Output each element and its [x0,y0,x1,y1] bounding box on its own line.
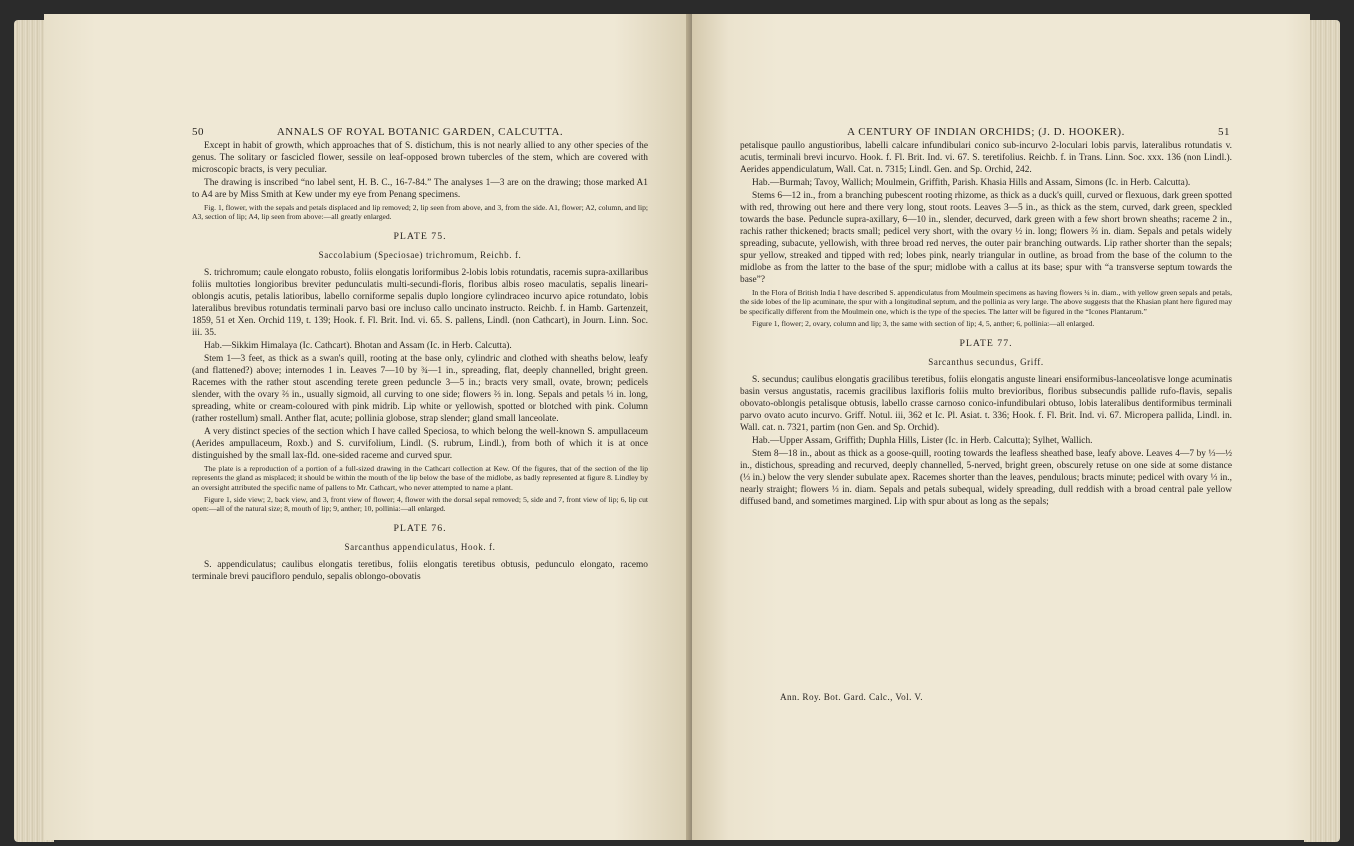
plate-75-latin-description: S. trichromum; caule elongato robusto, foliis elongatis loriformibus 2-lobis lobis rotundatis, racemis supra-axillaribus foliis multoties longioribus breviter pedunculatis multi-secundi-floris, floribus albis roseo maculatis, sepalis lineari-oblongis acutis, petalis latioribus, labello corniforme sepalis duplo longiore cylindraceo incurvo apice rotundato, lobis lateralibus brevibus rotundatis terminali parvo basi ore incluso callo uncinato instructo. Reichb. f. in Hamb. Gartenzeit, 1859, 51 et Xen. Orchid 119, t. 139; Hook. f. Fl. Brit. Ind. vi. 65. S. pallens, Lindl. (non Cathcart), in Journ. Linn. Soc. iii. 35. [192,267,648,338]
plate-75-distinct-species: A very distinct species of the section which I have called Speciosa, to which belong the well-known S. ampullaceum (Aerides ampullaceum, Roxb.) and S. curvifolium, Lindl. (S. rubrum, Lindl.), from both of which it is at once distinguished by the small lax-fld. one-sided raceme and curved spur. [192,426,648,461]
plate-76-latin-description: S. appendiculatus; caulibus elongatis teretibus, foliis elongatis teretibus obtusis, pedunculo elongato, racemo terminale brevi paucifloro pendulo, sepalis oblongo-obovatis [192,559,648,582]
right-page [692,14,1310,840]
page-footer: Ann. Roy. Bot. Gard. Calc., Vol. V. [780,692,923,702]
plate-76-heading: PLATE 76. [393,522,447,534]
plate-75-reproduction-note: The plate is a reproduction of a portion of a full-sized drawing in the Cathcart collection at Kew. Of the figures, that of the section of the lip represents the gland as misplaced; it should be within the mouth of the lip below the base of the midlobe, as badly represented at figure 8. Lindley by an oversight attributed the specific name of pallens to Mr. Cathcart, who never attempted to name a plant. [192,463,648,492]
left-page-content [192,140,648,584]
plate-75-figures: Figure 1, side view; 2, back view, and 3, front view of flower; 4, flower with the dorsal sepal removed; 5, side and 7, front view of lip; 6, lip cut open:—all of the natural size; 8, mouth of lip; 9, anther; 10, pollinia:—all enlarged. [192,495,648,514]
intro-paragraph: Except in habit of growth, which approaches that of S. distichum, this is not nearly allied to any other species of the genus. The solitary or fascicled flower, sessile on leaf-opposed brown tubercles of the stem, which are covered with microscopic bracts, is very peculiar. [192,141,648,175]
figure-note-74: Fig. 1, flower, with the sepals and petals displaced and lip removed; 2, lip seen from above, and 3, from the side. A1, flower; A2, column, and lip; A3, section of lip; A4, lip seen from above:—all greatly enlarged. [192,203,648,222]
plate-77-latin-description: S. secundus; caulibus elongatis gracilibus teretibus, foliis elongatis anguste lineari ensiformibus-lanceolatisve longe acuminatis basin versus angustatis, racemis gracilibus laxifloris foliis multo brevioribus, floribus subsecundis pallide rufo-flavis, sepalis obovato-oblongis petalisque obtusis, labello crasse carnoso conico-infundibulari obtuso, lobis lateralibus dentiformibus terminali parvo ovato acuto incurvo. Griff. Notul. iii, 362 et Ic. Pl. Asiat. t. 336; Hook. f. Fl. Brit. Ind. vi. 67. Micropera pallida, Lindl. in. Wall. cat. n. 7321, partim (non Gen. and Sp. Orchid). [740,374,1232,433]
plate-76-habitat: Hab.—Burmah; Tavoy, Wallich; Moulmein, Griffith, Parish. Khasia Hills and Assam, Simons (Ic. in Herb. Calcutta). [752,178,1191,188]
right-page-number: 51 [1218,126,1230,138]
plate-76-stem-description: Stems 6—12 in., from a branching pubescent rooting rhizome, as thick as a duck's quill, curved or flexuous, dark green spotted with red, throwing out here and there very long, stout roots. Leaves 3—5 in., as thick as the stem, curved, dark green, speckled towards the base. Peduncle supra-axillary, 6—10 in., slender, decurved, dark green with a few short brown sheaths; raceme 2 in., rachis rather thickened; bracts small; pedicel very short, with the ovary ½ in. long; flowers ⅔ in. diam. Sepals and petals widely spreading, subacute, yellowish, with three broad red nerves, the outer pair branching outwards. Lip rather shorter than the sepals; spur yellow, streaked and tipped with red; lobes pink, nearly triangular in outline, as broad from the base of the column to the midlobe as from the latter to the base of the spur; midlobe with a callus at its base; spur with “a transverse septum towards the base”? [740,191,1232,285]
right-page-content [740,140,1232,509]
left-page [44,14,692,840]
right-running-title: A CENTURY OF INDIAN ORCHIDS; (J. D. HOOKER). [847,126,1125,138]
plate-76-figures: Figure 1, flower; 2, ovary, column and lip; 3, the same with section of lip; 4, 5, anther; 6, pollinia:—all enlarged. [752,319,1095,329]
left-page-number: 50 [192,126,204,138]
drawing-paragraph: The drawing is inscribed “no label sent, H. B. C., 16-7-84.” The analyses 1—3 are on the drawing; those marked A1 to A4 are by Miss Smith at Kew under my eye from Penang specimens. [192,178,648,200]
left-running-title: ANNALS OF ROYAL BOTANIC GARDEN, CALCUTTA. [276,126,564,138]
plate-76-species: Sarcanthus appendiculatus, Hook. f. [344,541,496,552]
left-running-head [192,126,648,138]
plate-75-habitat: Hab.—Sikkim Himalaya (Ic. Cathcart). Bhotan and Assam (Ic. in Herb. Calcutta). [204,340,512,351]
plate-76-flora-note: In the Flora of British India I have described S. appendiculatus from Moulmein specimens as having flowers ¼ in. diam., with yellow green sepals and petals, the side lobes of the lip acuminate, the spur with a longitudinal septum, and the pollinia as very large. The above suggests that the Khasian plant here figured may be specifically different from the Moulmein one, which is the type of the species. The latter will be figured in the “Icones Plantarum.” [740,288,1232,316]
plate-77-heading: PLATE 77. [959,337,1013,349]
plate-75-heading: PLATE 75. [393,230,447,242]
plate-77-stem-description: Stem 8—18 in., about as thick as a goose-quill, rooting towards the leafless sheathed base, leafy above. Leaves 4—7 by ⅓—½ in., distichous, spreading and recurved, deeply channelled, 5-nerved, bright green, obscurely retuse on one side at some distance (⅓ in.) below the very slender subulate apex. Racemes shorter than the leaves, pendulous; bracts minute; pedicel with ovary ⅓ in., nearly straight; flowers ⅓ in. diam. Sepals and petals subequal, widely spreading, dull reddish with a broad central pale yellow diffused band, and sometimes margined. Lip with spur about as long as the sepals; [740,448,1232,507]
plate-77-habitat: Hab.—Upper Assam, Griffith; Duphla Hills, Lister (Ic. in Herb. Calcutta); Sylhet, Wallich. [752,435,1093,446]
plate-77-species: Sarcanthus secundus, Griff. [928,356,1044,367]
right-running-head [742,126,1230,138]
plate-76-latin-continued: petalisque paullo angustioribus, labelli calcare infundibulari conico sub-incurvo 2-loculari lobis parvis, lateralibus rotundatis v. acutis, terminali brevi incurvo. Hook. f. Fl. Brit. Ind. vi. 67. S. teretifolius. Reichb. f. in Trans. Linn. Soc. xxx. 136 (non Lindl.). Aerides appendiculatum, Wall. Cat. n. 7315; Lindl. Gen. and Sp. Orchid, 242. [740,141,1232,175]
plate-75-species: Saccolabium (Speciosae) trichromum, Reichb. f. [318,249,522,260]
plate-75-stem-description: Stem 1—3 feet, as thick as a swan's quill, rooting at the base only, cylindric and clothed with sheaths below, leafy (and flattened?) above; internodes 1 in. Leaves 7—10 by ¾—1 in., spreading, flat, deeply channelled, bright green. Racemes with the rather stout ascending terete green peduncle 3—5 in.; bracts very small, ovate, brown; pedicels slender, with the ovary ⅔ in., usually sigmoid, all curving to one side; flowers ⅔ in. long. Sepals and petals ⅓ in. long, spreading, white or cream-coloured with pink midrib. Lip white or yellowish, spotted or blotched with pink. Column (rather rostellum) small. Anther flat, acute; pollinia globose, strap slender; gland small lanceolate. [192,353,648,424]
book-spread [8,6,1346,840]
